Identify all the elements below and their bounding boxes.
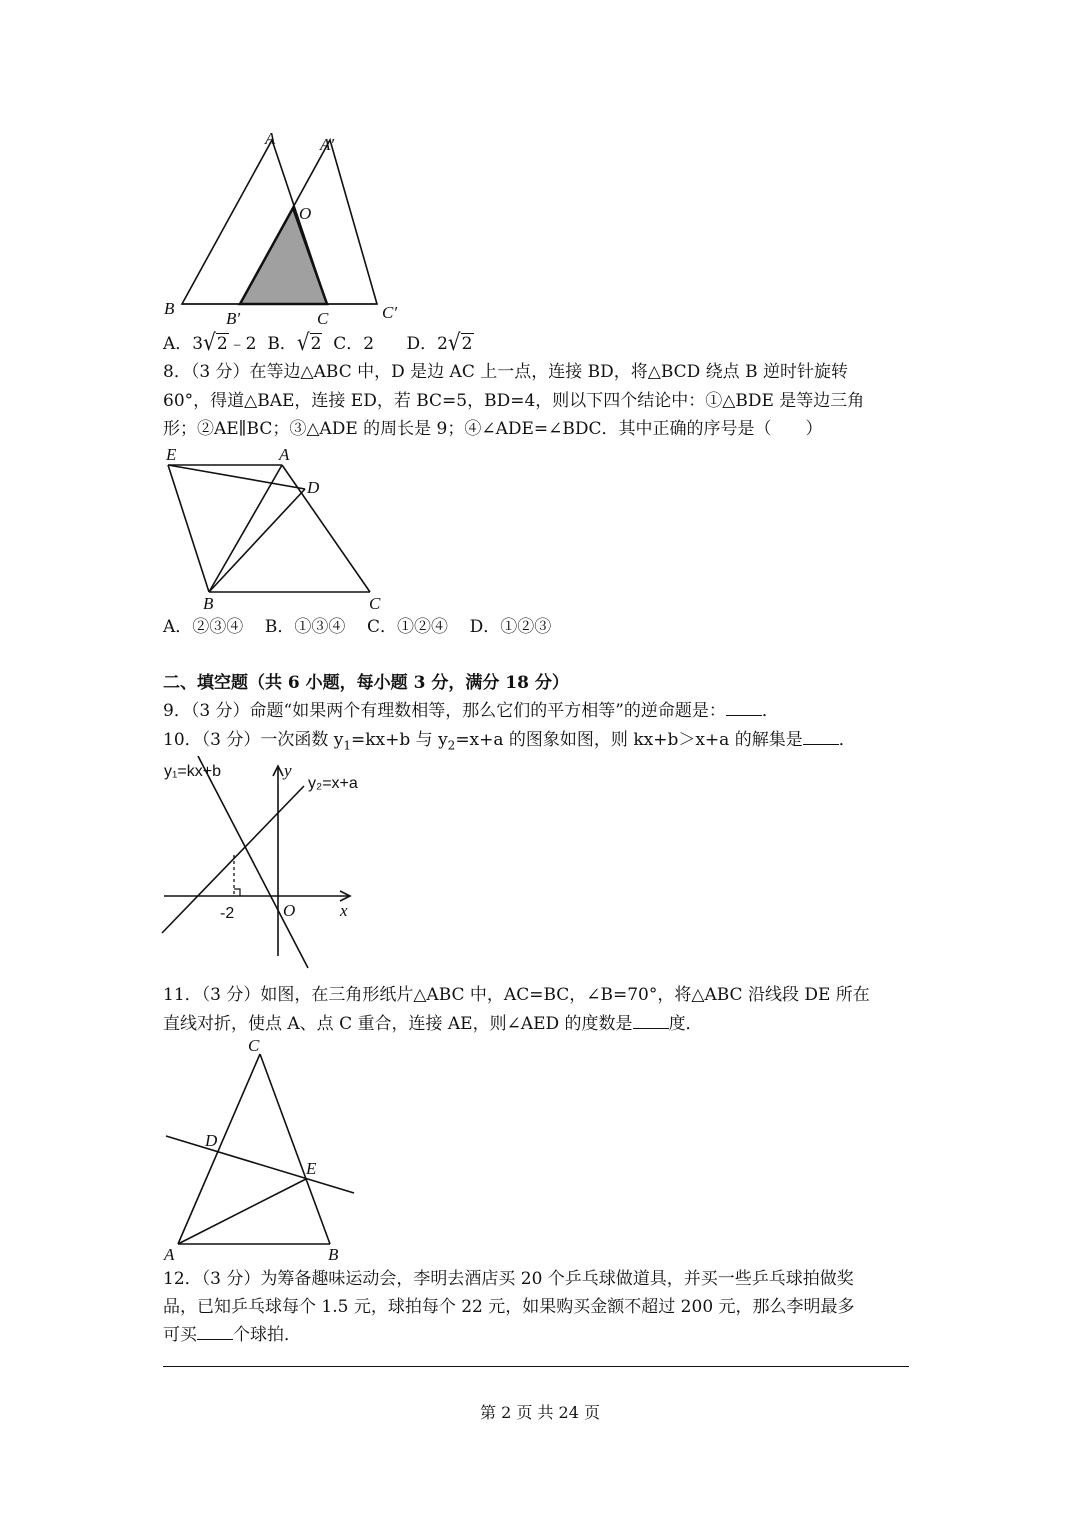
shaded-triangle	[240, 208, 327, 304]
label-A: A	[279, 445, 290, 464]
figure-overlapping-triangles	[160, 128, 410, 328]
section-heading: 二、填空题（共 6 小题，每小题 3 分，满分 18 分）	[163, 673, 569, 693]
label-axis-y: y	[284, 761, 292, 780]
q10: 10．（3 分）一次函数 $y_1=kx+b$ 与 $y_2=x+a$ 的图象如图，则 kx+b＞x+a 的解集是 ．	[163, 730, 856, 753]
label-E: E	[306, 1159, 317, 1178]
q8-line-2: 60°，得道△BAE，连接 ED，若 BC=5，BD=4，则以下四个结论中：①△BDE 是等边三角	[163, 391, 865, 411]
q12-line-3: 可买 个球拍．	[163, 1325, 301, 1345]
label-C: C	[248, 1036, 260, 1055]
q11-line-1: 11．（3 分）如图，在三角形纸片△ABC 中，AC=BC，∠B=70°，将△ABC 沿线段 DE 所在	[163, 985, 870, 1005]
answer-blank	[633, 1012, 669, 1029]
label-origin: O	[283, 901, 296, 920]
label-D: D	[205, 1131, 218, 1150]
label-B-prime: B′	[226, 309, 241, 328]
label-y1: y₁=kx+b	[164, 763, 221, 780]
label-D: D	[307, 478, 320, 497]
q12-line-1: 12．（3 分）为筹备趣味运动会，李明去酒店买 20 个乒乓球做道具，并买一些乒乓球拍做奖	[163, 1269, 854, 1289]
q8-line-1: 8．（3 分）在等边△ABC 中，D 是边 AC 上一点，连接 BD，将△BCD 绕点 B 逆时针旋转	[163, 362, 848, 382]
answer-blank	[197, 1323, 233, 1340]
page-number: 第 2 页 共 24 页	[480, 1403, 600, 1422]
q11-line-2: 直线对折，使点 A、点 C 重合，连接 AE，则∠AED 的度数是 度．	[163, 1014, 703, 1034]
answer-blank	[803, 728, 839, 745]
q12-line-2: 品，已知乒乓球每个 1.5 元，球拍每个 22 元，如果购买金额不超过 200 元，那么李明最多	[163, 1297, 855, 1317]
label-tick-neg2: -2	[220, 905, 235, 922]
figure-rotation	[160, 443, 400, 613]
figure-linear-graph	[160, 756, 390, 976]
label-O: O	[299, 204, 312, 223]
figure-folded-triangle	[160, 1034, 370, 1266]
footer-divider	[163, 1366, 909, 1367]
label-B: B	[203, 594, 214, 613]
label-A-prime: A′	[320, 135, 335, 154]
label-B: B	[164, 299, 175, 318]
answer-blank	[726, 699, 762, 716]
label-A: A	[164, 1245, 175, 1264]
label-B: B	[328, 1245, 339, 1264]
label-A: A	[265, 129, 276, 148]
q8-line-3: 形；②AE∥BC；③△ADE 的周长是 9；④∠ADE=∠BDC．其中正确的序号是（ ）	[163, 419, 823, 439]
label-C: C	[317, 309, 329, 328]
q7-options: A．3√2﹣2 B．√2 C．2 D．2√2	[163, 328, 473, 356]
label-C-prime: C′	[382, 303, 398, 322]
label-E: E	[166, 445, 177, 464]
label-y2: y₂=x+a	[308, 775, 358, 792]
label-C: C	[369, 594, 381, 613]
q8-options: A．②③④ B．①③④ C．①②④ D．①②③	[163, 617, 552, 637]
q9: 9．（3 分）命题“如果两个有理数相等，那么它们的平方相等”的逆命题是： ．	[163, 701, 779, 721]
label-axis-x: x	[340, 901, 348, 920]
